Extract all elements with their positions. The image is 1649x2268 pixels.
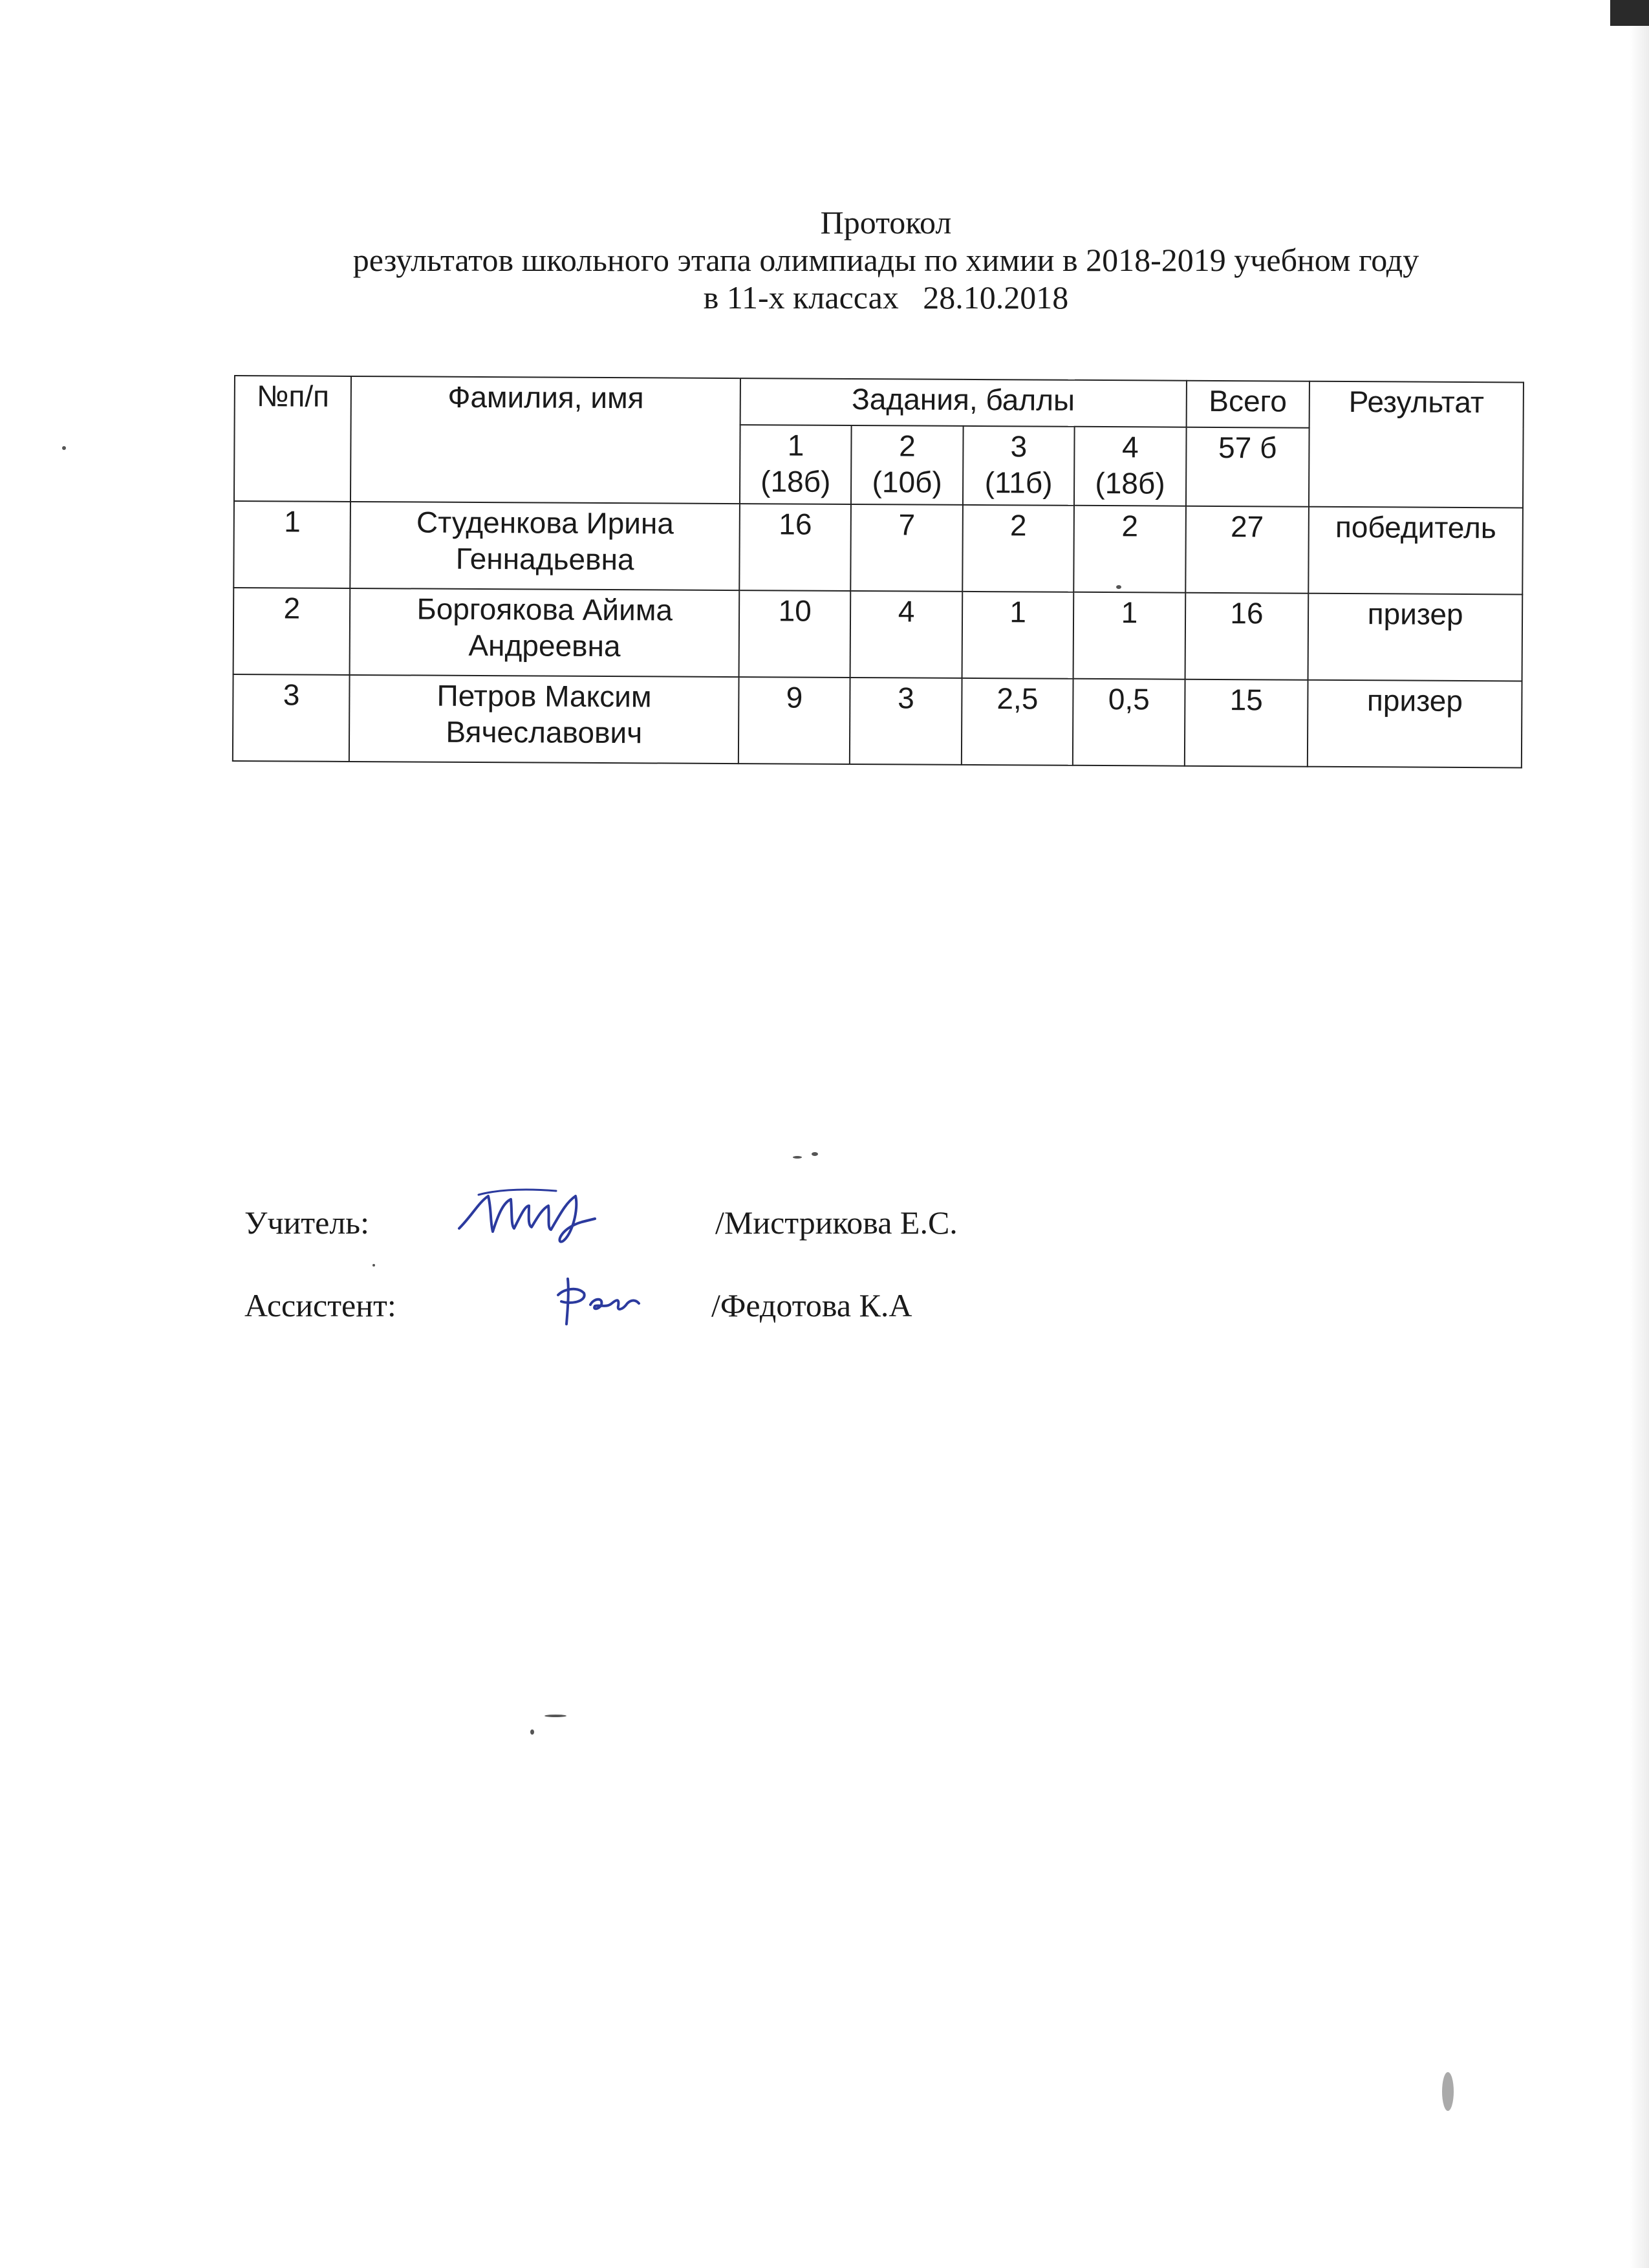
scan-speck: [1442, 2072, 1454, 2111]
result-status: победитель: [1308, 507, 1523, 595]
task-score: 16: [739, 504, 851, 591]
assistant-handwritten-signature: [555, 1272, 645, 1331]
student-name: Студенкова Ирина Геннадьевна: [350, 502, 740, 590]
task-number: 2: [899, 429, 916, 463]
task-score: 10: [739, 590, 851, 678]
header-task-2: [851, 425, 963, 505]
table-row: [233, 501, 1523, 594]
task-max-points: (18б): [760, 464, 831, 498]
task-score: 1: [962, 592, 1073, 679]
header-total-max: 57 б: [1186, 427, 1310, 507]
result-status: призер: [1308, 594, 1523, 681]
task-score: 2: [962, 505, 1074, 592]
task-score: 1: [1073, 592, 1185, 679]
student-name: Боргоякова Айима Андреевна: [350, 588, 739, 677]
scan-speck: [812, 1152, 818, 1156]
header-result: Результат: [1309, 381, 1524, 508]
total-score: 27: [1185, 506, 1309, 594]
row-number: 1: [233, 501, 350, 588]
scan-speck: [530, 1729, 534, 1735]
task-score: 2,5: [962, 678, 1073, 765]
task-number: 1: [787, 428, 804, 462]
row-number: 2: [233, 588, 350, 675]
task-score: 3: [850, 678, 962, 765]
result-status: призер: [1308, 680, 1522, 768]
table-row: [233, 588, 1523, 681]
task-max-points: (11б): [984, 465, 1053, 500]
teacher-signature-line: [244, 1204, 958, 1241]
teacher-handwritten-signature: [453, 1177, 601, 1248]
header-total: Всего: [1186, 381, 1310, 428]
header-number: №п/п: [234, 376, 351, 502]
student-name: Петров Максим Вячеславович: [349, 675, 738, 764]
scan-speck: [793, 1156, 802, 1159]
total-score: 16: [1185, 593, 1308, 680]
task-max-points: (18б): [1095, 465, 1165, 500]
assistant-label: Ассистент:: [244, 1287, 396, 1323]
task-number: 3: [1010, 429, 1028, 464]
scan-corner-shadow: [1610, 0, 1649, 26]
assistant-name: /Федотова К.А: [711, 1287, 912, 1323]
title-block: [0, 204, 1649, 316]
teacher-name: /Мистрикова Е.С.: [715, 1204, 958, 1241]
task-max-points: (10б): [872, 465, 942, 499]
total-score: 15: [1184, 679, 1308, 767]
scan-edge: [1630, 0, 1649, 2268]
task-score: 9: [738, 677, 850, 764]
scan-speck: [372, 1264, 375, 1267]
row-number: 3: [233, 674, 350, 762]
header-task-4: [1074, 427, 1186, 506]
table-row: [233, 674, 1522, 767]
assistant-signature-line: [244, 1287, 912, 1324]
task-score: 2: [1073, 506, 1185, 593]
scan-speck: [1116, 585, 1121, 589]
task-score: 7: [851, 504, 963, 592]
task-score: 0,5: [1073, 679, 1185, 766]
scan-speck: [544, 1715, 566, 1717]
header-task-1: [740, 425, 852, 504]
header-task-3: [963, 426, 1075, 506]
document-title: Протокол: [820, 204, 952, 241]
document-subtitle: результатов школьного этапа олимпиады по химии в 2018-2019 учебном году: [352, 242, 1419, 278]
header-tasks: Задания, баллы: [740, 378, 1187, 427]
scan-speck: [62, 446, 66, 450]
results-table: [232, 375, 1524, 768]
teacher-label: Учитель:: [244, 1204, 369, 1241]
task-number: 4: [1121, 430, 1139, 464]
task-score: 4: [850, 591, 962, 678]
header-name: Фамилия, имя: [350, 376, 740, 504]
class-and-date: в 11-х классах 28.10.2018: [703, 279, 1069, 316]
